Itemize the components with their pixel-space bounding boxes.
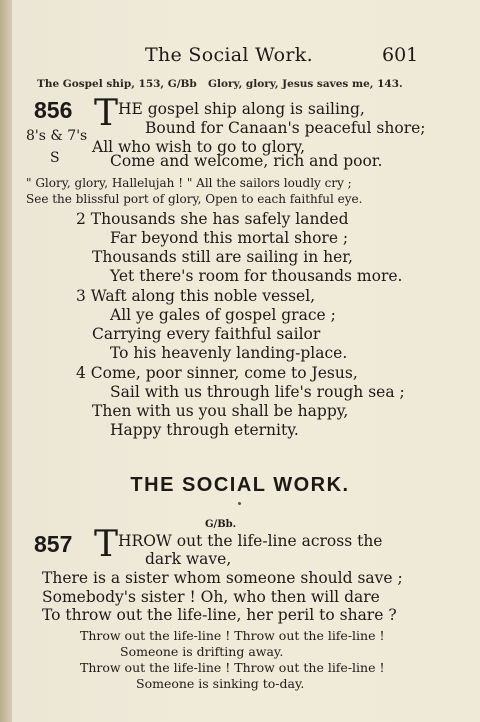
hymn-856-verse-4-line-1: 4 Come, poor sinner, come to Jesus,: [76, 364, 358, 382]
hymn-856-verse-2-line-1: 2 Thousands she has safely landed: [76, 210, 349, 228]
hymn-856-verse-3-line-4: To his heavenly landing-place.: [110, 344, 348, 362]
hymn-857-line-3: There is a sister whom someone should save ;: [42, 569, 403, 587]
hymn-857-line-5: To throw out the life-line, her peril to share ?: [42, 606, 397, 624]
page-number: 601: [382, 44, 419, 66]
cross-reference-left: The Gospel ship, 153, G/Bb: [37, 78, 197, 90]
hymn-857-key: G/Bb.: [205, 519, 237, 530]
hymn-856-verse-3-line-1: 3 Waft along this noble vessel,: [76, 287, 316, 305]
hymn-857-line-2: dark wave,: [145, 550, 232, 568]
hymn-number-857: 857: [34, 531, 73, 557]
drop-cap-857: T: [94, 524, 119, 565]
hymn-857-line-1: HROW out the life-line across the: [118, 532, 383, 550]
hymn-856-chorus-line-1: " Glory, glory, Hallelujah ! " All the sailors loudly cry ;: [26, 176, 352, 190]
hymn-856-verse-4-line-2: Sail with us through life's rough sea ;: [110, 383, 405, 401]
hymn-856-key: S: [50, 150, 60, 166]
hymn-856-line-4: Come and welcome, rich and poor.: [110, 152, 383, 170]
hymn-856-meter: 8's & 7's: [26, 128, 88, 144]
cross-reference-right: Glory, glory, Jesus saves me, 143.: [208, 78, 403, 90]
hymn-856-line-2: Bound for Canaan's peaceful shore;: [145, 119, 426, 137]
hymn-number-856: 856: [34, 97, 73, 123]
ornament-dot: [238, 502, 241, 505]
page-spine-shadow: [0, 0, 12, 722]
hymn-857-refrain-line-2: Someone is drifting away.: [120, 644, 284, 659]
hymn-856-verse-4-line-4: Happy through eternity.: [110, 421, 299, 439]
hymn-857-refrain-line-3: Throw out the life-line ! Throw out the life-line !: [80, 660, 385, 675]
hymn-856-line-1: HE gospel ship along is sailing,: [118, 100, 365, 118]
hymn-856-verse-2-line-2: Far beyond this mortal shore ;: [110, 229, 349, 247]
section-heading: THE SOCIAL WORK.: [130, 474, 350, 496]
hymn-856-verse-4-line-3: Then with us you shall be happy,: [92, 402, 349, 420]
hymn-856-verse-2-line-4: Yet there's room for thousands more.: [110, 267, 403, 285]
hymn-857-line-4: Somebody's sister ! Oh, who then will dare: [42, 588, 380, 606]
hymn-856-verse-3-line-2: All ye gales of gospel grace ;: [110, 306, 336, 324]
running-title: The Social Work.: [145, 44, 313, 66]
hymn-857-refrain-line-1: Throw out the life-line ! Throw out the life-line !: [80, 628, 385, 643]
hymn-857-refrain-line-4: Someone is sinking to-day.: [136, 676, 305, 691]
hymn-856-chorus-line-2: See the blissful port of glory, Open to each faithful eye.: [26, 192, 363, 206]
drop-cap-856: T: [94, 93, 119, 134]
hymn-856-verse-3-line-3: Carrying every faithful sailor: [92, 325, 321, 343]
hymn-856-line-3: All who wish to go to glory,: [92, 138, 306, 156]
hymn-856-verse-2-line-3: Thousands still are sailing in her,: [92, 248, 353, 266]
